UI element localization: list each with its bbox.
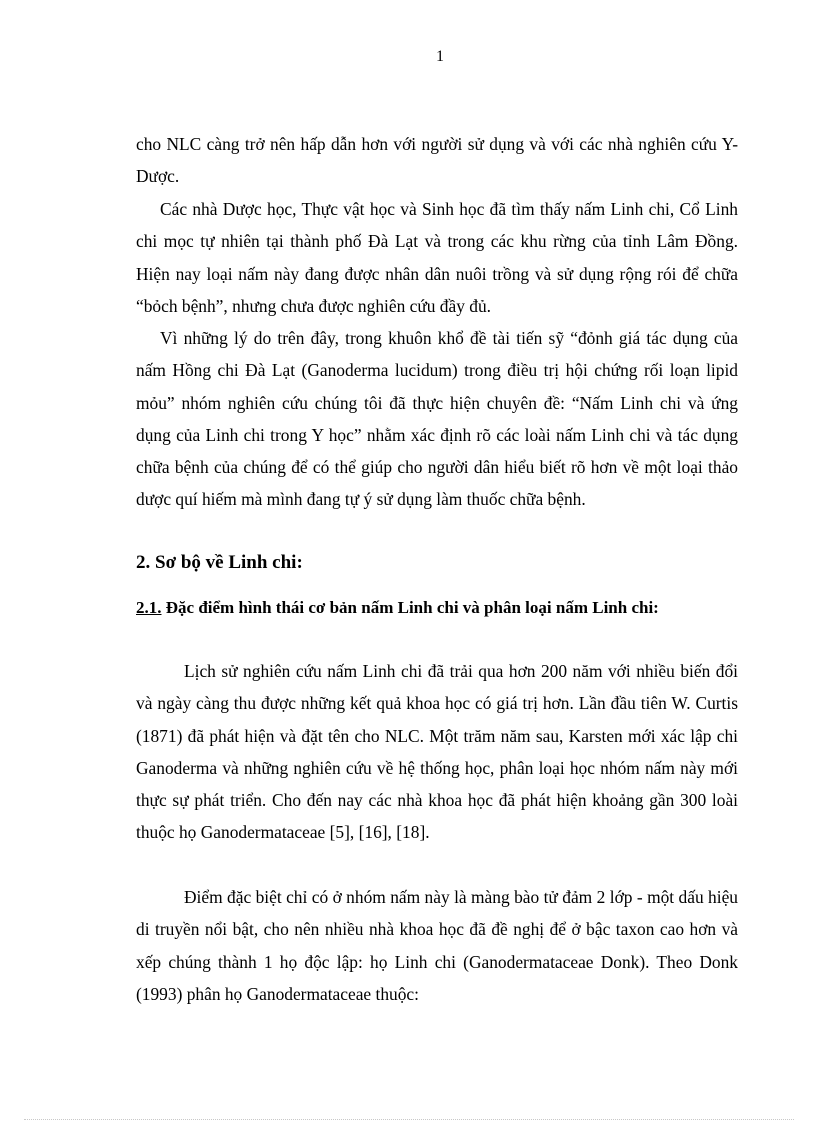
paragraph-spore-membrane: Điểm đặc biệt chỉ có ở nhóm nấm này là màng bào tử đảm 2 lớp - một dấu hiệu di truyền nổi bật, cho nên nhiều nhà khoa học đã đề nghị để ở bậc taxon cao hơn và xếp chúng thành 1 họ độc lập: họ Linh chi (Ganodermataceae Donk). Theo Donk (1993) phân họ Ganodermataceae thuộc: <box>136 887 738 1004</box>
paragraph-reasons: Vì những lý do trên đây, trong khuôn khổ đề tài tiến sỹ “đỏnh giá tác dụng của nấm Hồng chi Đà Lạt (Ganoderma lucidum) trong điều trị hội chứng rối loạn lipid mỏu” nhóm nghiên cứu chúng tôi đã thực hiện chuyên đề: “Nấm Linh chi và ứng dụng của Linh chi trong Y học” nhằm xác định rõ các loài nấm Linh chi và tác dụng chữa bệnh của chúng để có thể giúp cho người dân hiểu biết rõ hơn về một loại thảo dược quí hiếm mà mình đang tự ý sử dụng làm thuốc chữa bệnh. <box>136 328 738 510</box>
section-heading-2-1-number: 2.1. <box>136 598 162 617</box>
paragraph-continuation: cho NLC càng trở nên hấp dẫn hơn với người sử dụng và với các nhà nghiên cứu Y- Dược. <box>136 134 738 187</box>
section-heading-2: 2. Sơ bộ về Linh chi: <box>136 552 303 573</box>
section-heading-2-1-title: Đặc điểm hình thái cơ bản nấm Linh chi và phân loại nấm Linh chi: <box>161 598 659 617</box>
bottom-dotted-rule <box>24 1119 794 1120</box>
page-number: 1 <box>436 48 444 65</box>
paragraph-research-history: Lịch sử nghiên cứu nấm Linh chi đã trải qua hơn 200 năm với nhiều biến đổi và ngày càng thu được những kết quả khoa học có giá trị hơn. Lần đầu tiên W. Curtis (1871) đã phát hiện và đặt tên cho NLC. Một trăm năm sau, Karsten mới xác lập chi Ganoderma và những nghiên cứu về hệ thống học, phân loại học nhóm nấm này mới thực sự phát triển. Cho đến nay các nhà khoa học đã phát hiện khoảng gần 300 loài thuộc họ Ganodermataceae [5], [16], [18]. <box>136 661 738 843</box>
section-heading-2-1 <box>136 598 746 618</box>
paragraph-pharmacists-found: Các nhà Dược học, Thực vật học và Sinh học đã tìm thấy nấm Linh chi, Cổ Linh chi mọc tự nhiên tại thành phố Đà Lạt và trong các khu rừng của tỉnh Lâm Đồng. Hiện nay loại nấm này đang được nhân dân nuôi trồng và sử dụng rộng rói để chữa “bỏch bệnh”, nhưng chưa được nghiên cứu đầy đủ. <box>136 199 738 316</box>
